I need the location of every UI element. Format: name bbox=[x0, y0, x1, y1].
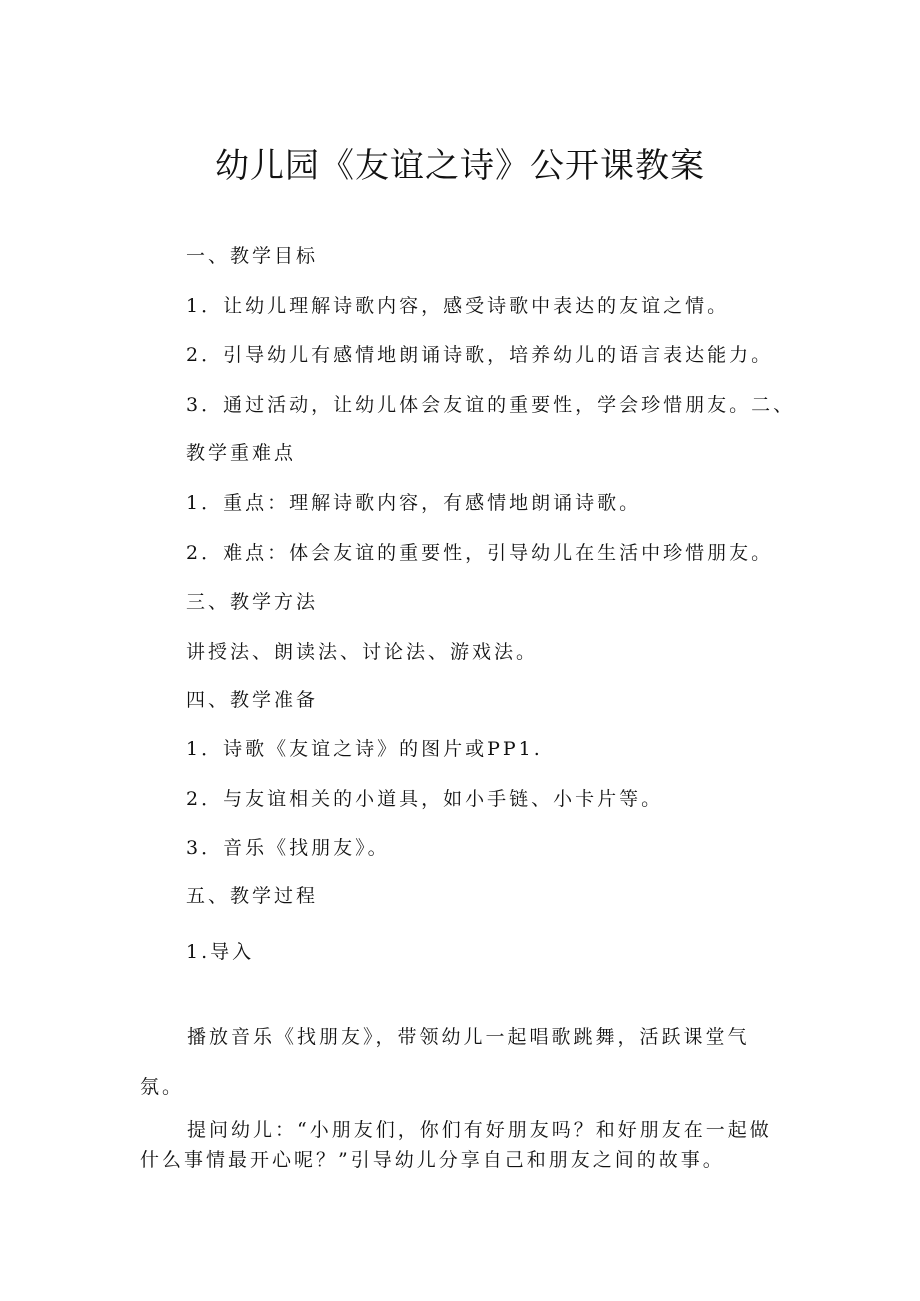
methods-text: 讲授法、朗读法、讨论法、游戏法。 bbox=[186, 641, 539, 663]
key-point-item-1: 1．重点：理解诗歌内容，有感情地朗诵诗歌。 bbox=[186, 492, 642, 514]
key-point-item-2: 2．难点：体会友谊的重要性，引导幼儿在生活中珍惜朋友。 bbox=[186, 542, 774, 564]
objective-item-2: 2．引导幼儿有感情地朗诵诗歌，培养幼儿的语言表达能力。 bbox=[186, 344, 774, 366]
section-heading-preparation: 四、教学准备 bbox=[186, 689, 319, 711]
preparation-item-1: 1．诗歌《友谊之诗》的图片或PP1. bbox=[186, 738, 543, 760]
section-heading-process: 五、教学过程 bbox=[186, 885, 319, 907]
preparation-item-2: 2．与友谊相关的小道具，如小手链、小卡片等。 bbox=[186, 788, 664, 810]
process-step-1: 1.导入 bbox=[186, 941, 255, 963]
section-heading-objectives: 一、教学目标 bbox=[186, 245, 319, 267]
section-heading-methods: 三、教学方法 bbox=[186, 591, 319, 613]
body-paragraph: 播放音乐《找朋友》，带领幼儿一起唱歌跳舞，活跃课堂气氛。 bbox=[140, 1026, 750, 1098]
objective-item-3: 3．通过活动，让幼儿体会友谊的重要性，学会珍惜朋友。二、 bbox=[186, 394, 796, 416]
preparation-item-3: 3．音乐《找朋友》。 bbox=[186, 837, 390, 859]
objective-item-1: 1．让幼儿理解诗歌内容，感受诗歌中表达的友谊之情。 bbox=[186, 295, 730, 317]
body-paragraph: 提问幼儿：“小朋友们，你们有好朋友吗？和好朋友在一起做什么事情最开心呢？”引导幼儿分享自己和朋友之间的故事。 bbox=[140, 1119, 772, 1171]
section-heading-key-points: 教学重难点 bbox=[186, 442, 297, 464]
document-title: 幼儿园《友谊之诗》公开课教案 bbox=[215, 146, 705, 186]
